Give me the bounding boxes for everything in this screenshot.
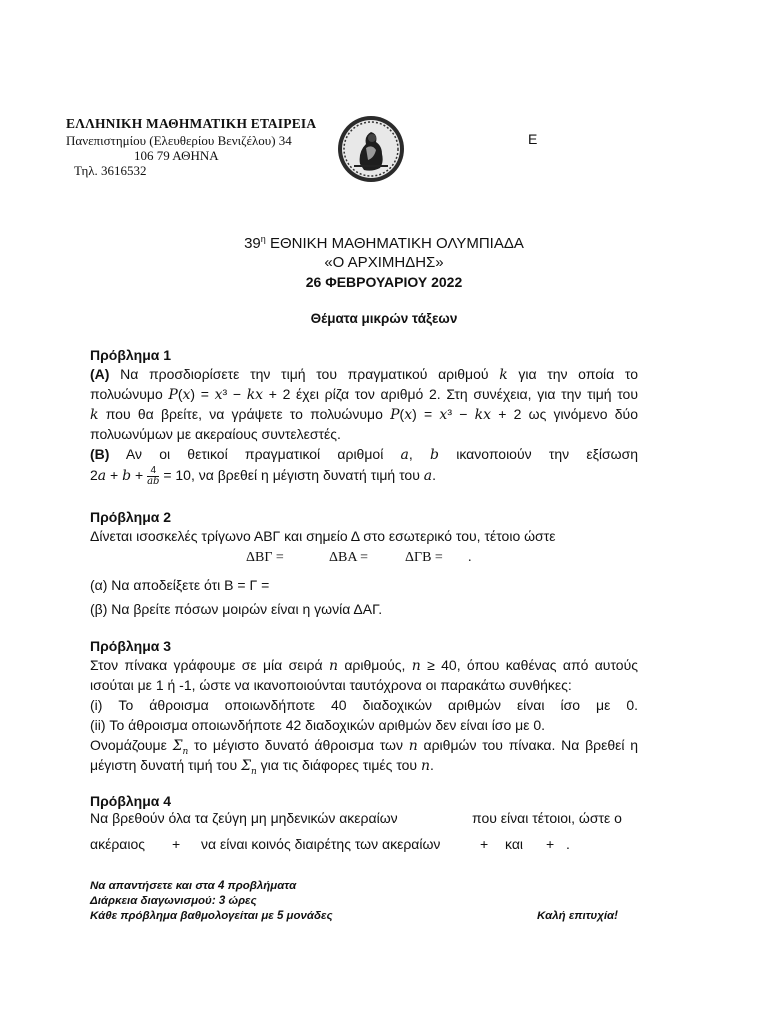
problem3-line1: Στον πίνακα γράφουμε σε μία σειρά n αριθμούς, n ≥ 40, όπου καθένας από αυτούς (90, 657, 638, 674)
footer-good-luck: Καλή επιτυχία! (537, 910, 619, 922)
problem2-eq-end: . (468, 550, 472, 565)
problem2-line-a: (α) Να αποδείξετε ότι Β = Γ = (90, 577, 270, 593)
problem1-line6: 2a + b + $\frac{4}{ab}$ = 10, να βρεθεί η μέγιστη δυνατή τιμή του a. (90, 464, 436, 487)
problem2-eq-c: ΔΓΒ = (405, 550, 443, 565)
problem1-line2: πολυώνυμο P(x) = x³ − kx + 2 έχει ρίζα τον αριθμό 2. Στη συνέχεια, για την τιμή του (90, 386, 639, 403)
footer-line3: Κάθε πρόβλημα βαθμολογείται με 5 μονάδες (90, 910, 333, 922)
problem3-line5: Ονομάζουμε $\Sigma_n$ το μέγιστο δυνατό άθροισμα των n αριθμών του πίνακα. Να βρεθεί η (90, 737, 639, 757)
problem3-line2: ισούται με 1 ή -1, ώστε να ικανοποιούνται ταυτόχρονα οι παρακάτω συνθήκες: (90, 677, 572, 693)
header-mark: E (528, 131, 538, 147)
exam-date: 26 ΦΕΒΡΟΥΑΡΙΟΥ 2022 (305, 274, 463, 290)
city-line: 106 79 ΑΘΗΝΑ (134, 148, 219, 163)
phone-line: Τηλ. 3616532 (74, 163, 147, 178)
org-name: ΕΛΛΗΝΙΚΗ ΜΑΘΗΜΑΤΙΚΗ ΕΤΑΙΡΕΙΑ (66, 116, 317, 131)
problem2-eq-b: ΔΒΑ = (329, 550, 369, 565)
problem3-line6: μέγιστη δυνατή τιμή του $\Sigma_n$ για τις διάφορες τιμές του n. (90, 757, 434, 777)
problem4-title: Πρόβλημα 4 (90, 793, 172, 809)
problem2-line-b: (β) Να βρείτε πόσων μοιρών είναι η γωνία ΔΑΓ. (90, 601, 383, 617)
problem2-eq-a: ΔΒΓ = (246, 550, 284, 565)
problem2-line1: Δίνεται ισοσκελές τρίγωνο ΑΒΓ και σημείο Δ στο εσωτερικό του, τέτοιο ώστε (90, 528, 556, 544)
problem1-line4: πολυωνύμων με ακεραίους συντελεστές. (90, 426, 341, 442)
problem1-line1: (Α) Να προσδιορίσετε την τιμή του πραγματικού αριθμού k για την οποία το (90, 366, 638, 383)
problem4-line1a: Να βρεθούν όλα τα ζεύγη μη μηδενικών ακεραίων (90, 810, 398, 826)
problem2-title: Πρόβλημα 2 (90, 509, 172, 525)
problem4-line1b: που είναι τέτοιοι, ώστε ο (472, 810, 622, 826)
problem4-line2b: + (172, 836, 181, 852)
problem4-line2g: . (566, 836, 570, 852)
problem1-line5: (Β) Αν οι θετικοί πραγματικοί αριθμοί a, b ικανοποιούν την εξίσωση (90, 446, 639, 463)
archimedes-seal-icon (336, 114, 406, 184)
problem4-line2c: να είναι κοινός διαιρέτης των ακεραίων (201, 836, 441, 852)
problem1-line3: k που θα βρείτε, να γράψετε το πολυώνυμο P(x) = x³ − kx + 2 ως γινόμενο δύο (90, 406, 638, 423)
olympiad-title: $39^\eta$ ΕΘΝΙΚΗ ΜΑΘΗΜΑΤΙΚΗ ΟΛΥΜΠΙΑΔΑ (244, 234, 524, 252)
footer-line2: Διάρκεια διαγωνισμού: 3 ώρες (90, 895, 257, 907)
problem3-title: Πρόβλημα 3 (90, 638, 172, 654)
problem4-line2a: ακέραιος (90, 836, 146, 852)
problem4-line2f: + (546, 836, 555, 852)
problem3-line3: (i) Το άθροισμα οποιωνδήποτε 40 διαδοχικών αριθμών είναι ίσο με 0. (90, 697, 638, 713)
olympiad-name: «Ο ΑΡΧΙΜΗΔΗΣ» (324, 254, 444, 271)
footer-line1: Να απαντήσετε και στα 4 προβλήματα (90, 880, 297, 892)
problem4-line2e: και (505, 836, 524, 852)
problem3-line4: (ii) Το άθροισμα οποιωνδήποτε 42 διαδοχικών αριθμών δεν είναι ίσο με 0. (90, 717, 545, 733)
problem4-line2d: + (480, 836, 489, 852)
exam-subtitle: Θέματα μικρών τάξεων (310, 311, 458, 326)
problem1-title: Πρόβλημα 1 (90, 347, 172, 363)
address-line: Πανεπιστημίου (Ελευθερίου Βενιζέλου) 34 (66, 133, 292, 148)
